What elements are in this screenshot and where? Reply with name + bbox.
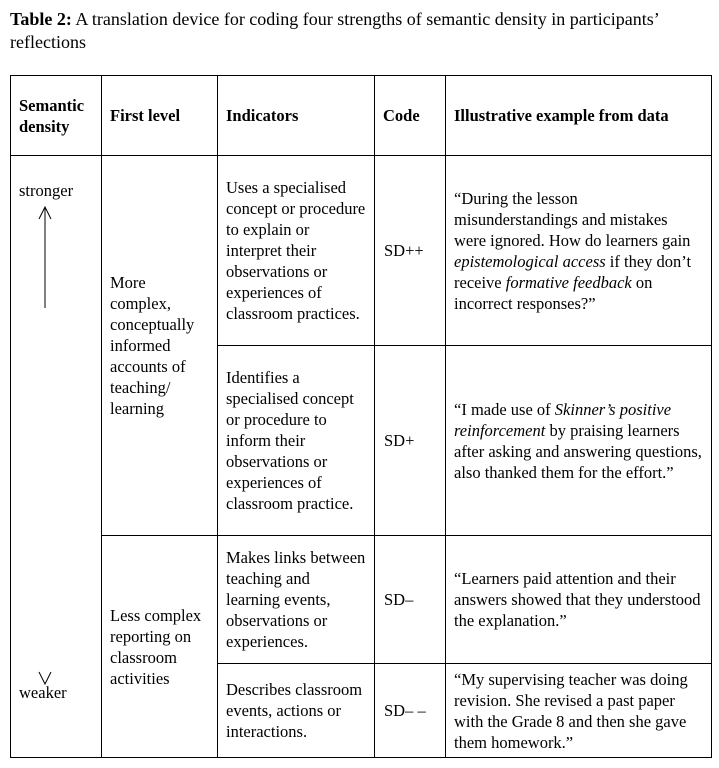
first-level-cell: More complex, conceptually informed accounts of teaching/ learning bbox=[102, 156, 218, 536]
indicator-cell: Uses a specialised concept or procedure to explain or interpret their observations or experiences of classroom practices. bbox=[218, 156, 375, 346]
table-row bbox=[11, 156, 712, 346]
example-text: if they don’t receive bbox=[454, 251, 692, 292]
caption-text: A translation device for coding four strengths of semantic density in participants’ reflections bbox=[10, 9, 659, 52]
example-cell: “Learners paid attention and their answers showed that they understood the explanation.” bbox=[446, 536, 712, 664]
indicator-cell: Makes links between teaching and learning events, observations or experiences. bbox=[218, 536, 375, 664]
example-emphasis: Skinner’s positive reinforcement bbox=[454, 399, 672, 440]
example-emphasis: formative feedback bbox=[505, 272, 632, 292]
double-arrow-icon bbox=[37, 208, 53, 308]
example-text: on incorrect responses?” bbox=[454, 272, 653, 313]
code-cell: SD– – bbox=[375, 664, 446, 758]
indicator-cell: Identifies a specialised concept or procedure to inform their observations or experiences of classroom practice. bbox=[218, 346, 375, 536]
weaker-label: weaker bbox=[19, 683, 67, 702]
code-cell: SD++ bbox=[375, 156, 446, 346]
header-example: Illustrative example from data bbox=[446, 76, 712, 156]
example-emphasis: epistemological access bbox=[454, 251, 606, 271]
table-row bbox=[11, 536, 712, 664]
table-caption bbox=[10, 8, 710, 54]
example-cell bbox=[446, 156, 712, 346]
code-cell: SD+ bbox=[375, 346, 446, 536]
example-text: “I made use of bbox=[454, 399, 555, 419]
example-text: by praising learners after asking and answering questions, also thanked them for the effort.” bbox=[454, 420, 702, 482]
header-first-level: First level bbox=[102, 76, 218, 156]
arrow-up-icon bbox=[37, 206, 53, 220]
header-row bbox=[11, 76, 712, 156]
translation-device-table bbox=[10, 75, 712, 758]
header-semantic-density: Semantic density bbox=[11, 76, 102, 156]
example-text: “During the lesson misunderstandings and mistakes were ignored. How do learners gain bbox=[454, 188, 691, 250]
stronger-label: stronger bbox=[19, 181, 74, 200]
caption-label: Table 2: bbox=[10, 9, 72, 29]
header-indicators: Indicators bbox=[218, 76, 375, 156]
header-code: Code bbox=[375, 76, 446, 156]
indicator-cell: Describes classroom events, actions or interactions. bbox=[218, 664, 375, 758]
example-cell: “My supervising teacher was doing revision. She revised a past paper with the Grade 8 and then she gave them homework.” bbox=[446, 664, 712, 758]
semantic-density-cell bbox=[11, 156, 102, 758]
first-level-cell: Less complex reporting on classroom activities bbox=[102, 536, 218, 758]
example-cell bbox=[446, 346, 712, 536]
code-cell: SD– bbox=[375, 536, 446, 664]
